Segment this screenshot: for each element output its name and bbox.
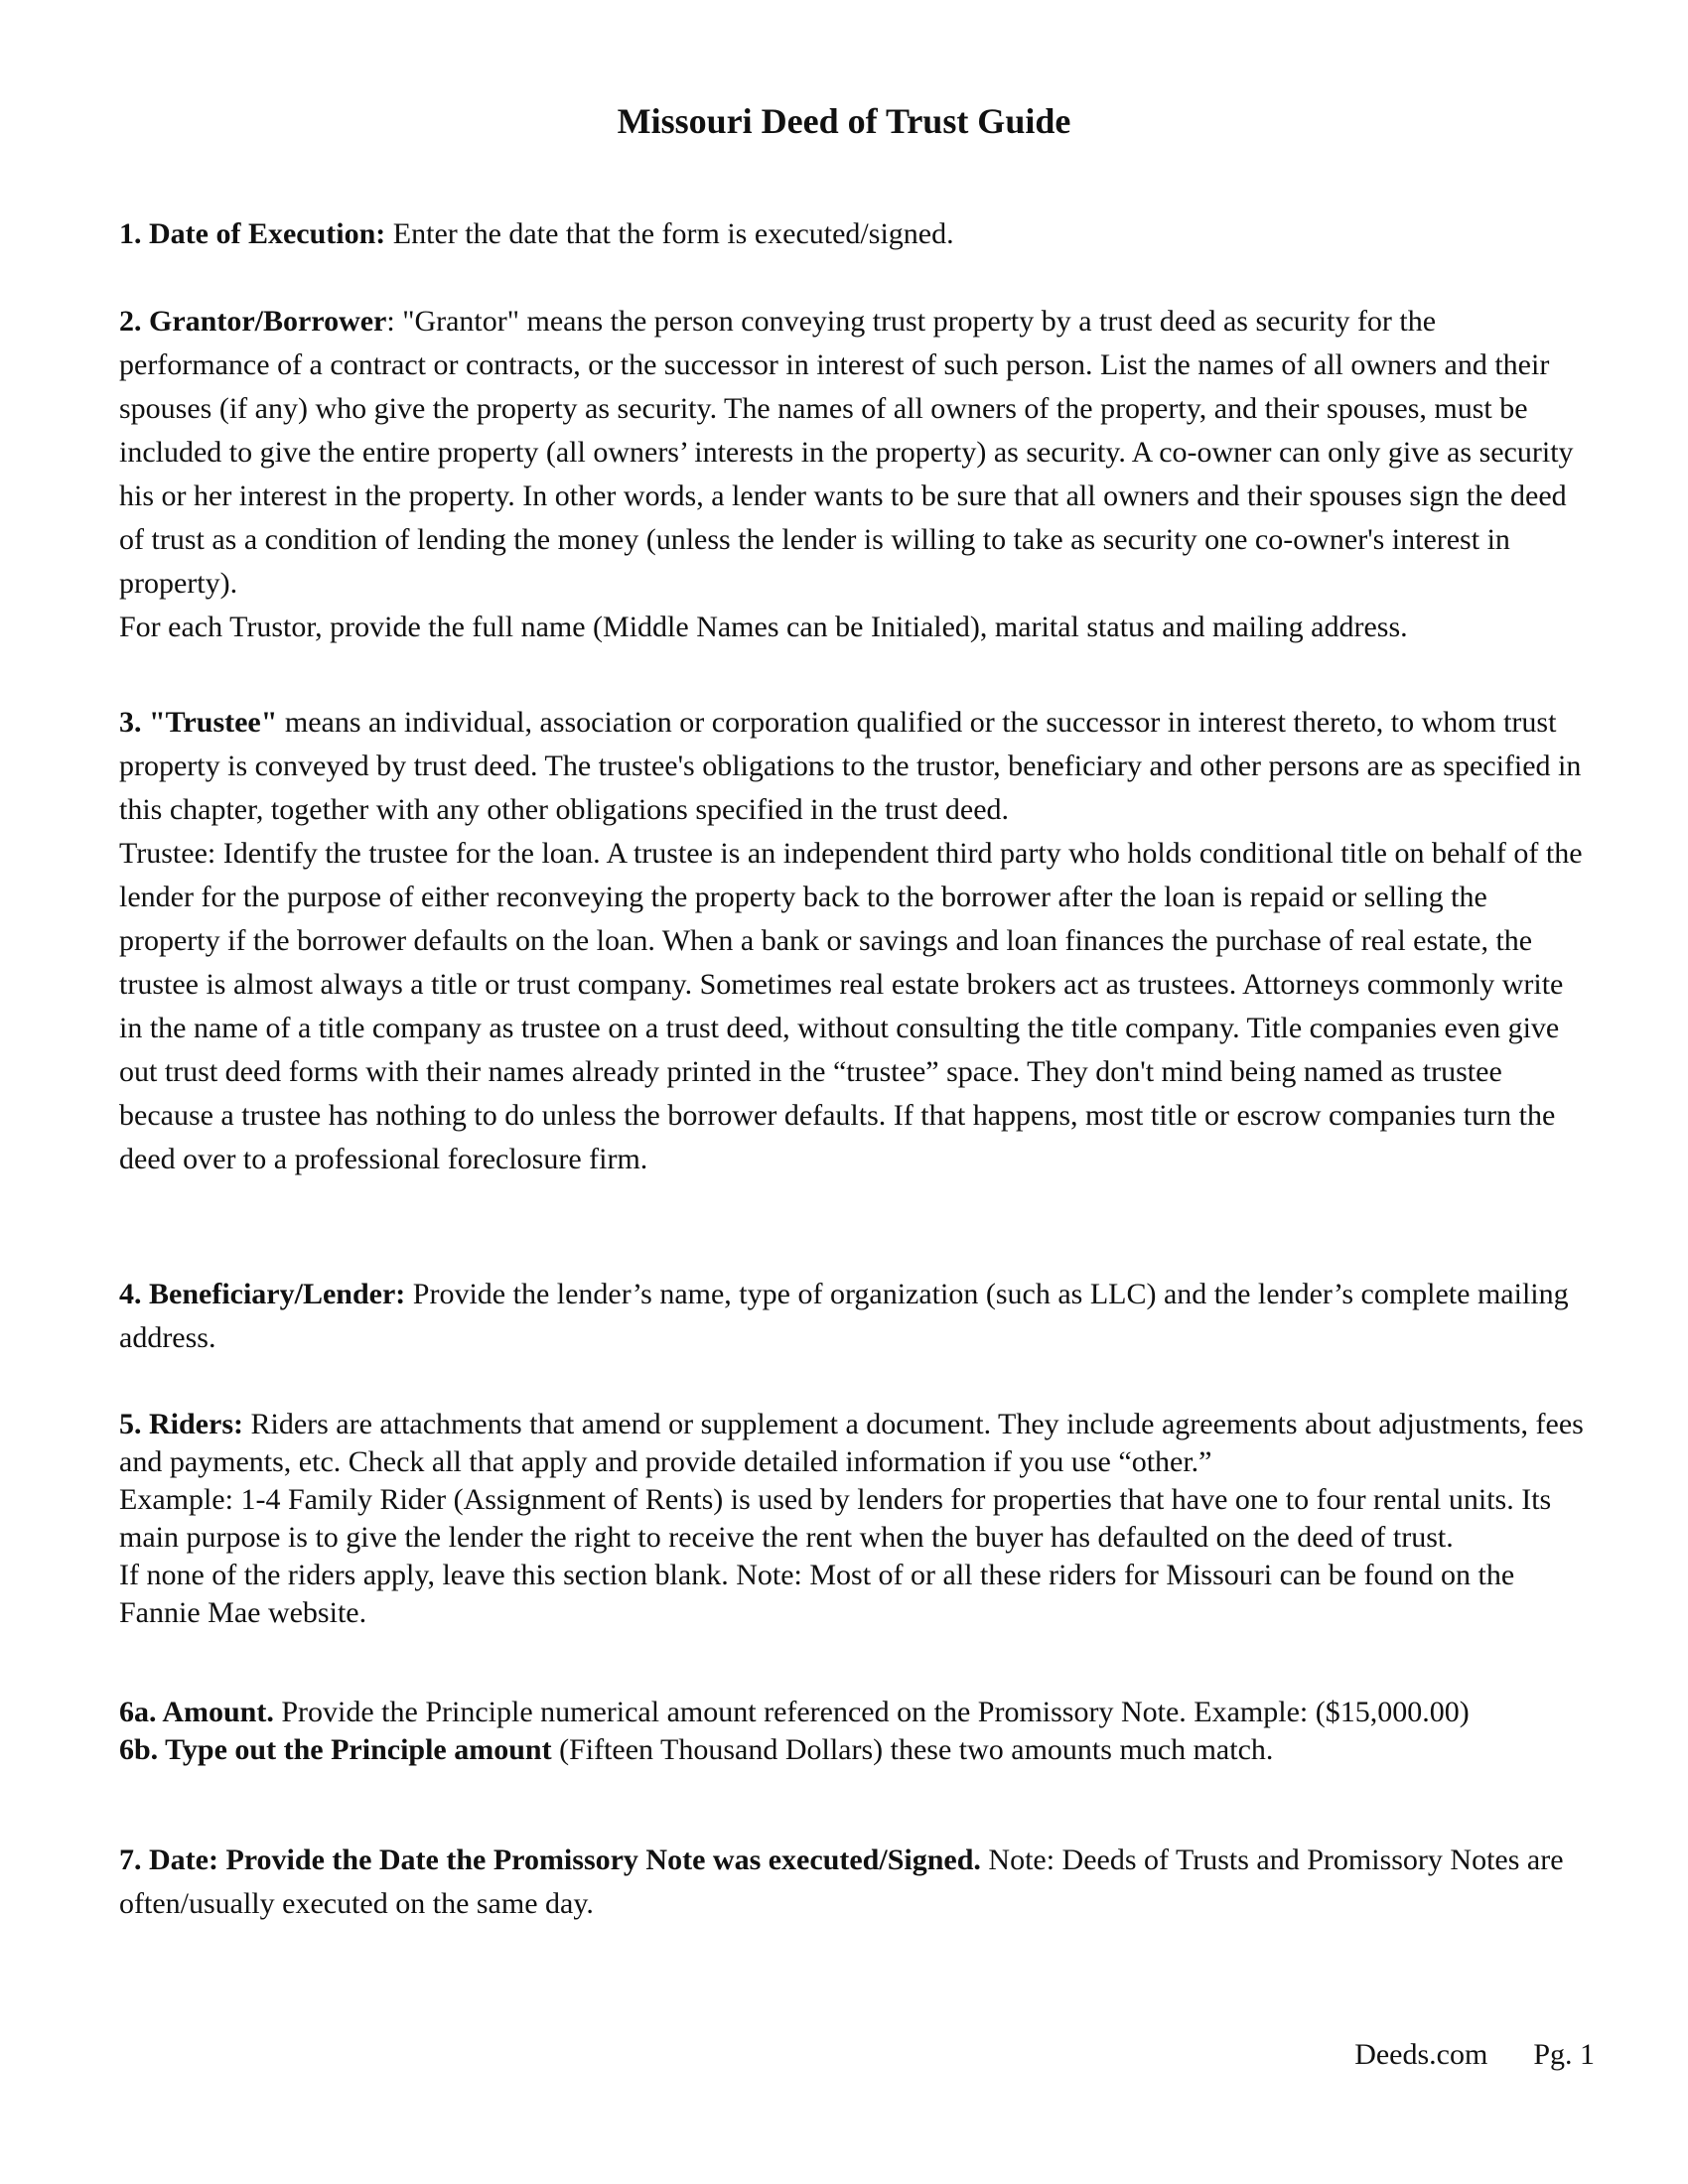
section-2-label: 2. Grantor/Borrower — [119, 305, 387, 338]
section-1-paragraph — [119, 212, 1589, 256]
section-6a-paragraph — [119, 1694, 1589, 1731]
document-title: Missouri Deed of Trust Guide — [617, 101, 1071, 141]
section-4-text: Provide the lender’s name, type of organization (such as LLC) and the lender’s complete mailing address. — [119, 1278, 1569, 1354]
section-5-text: Riders are attachments that amend or supplement a document. They include agreements about adjustments, fees and payments, etc. Check all that apply and provide detailed information if you use “other.” — [119, 1408, 1584, 1478]
section-3-paragraph — [119, 701, 1589, 832]
section-2-text: : "Grantor" means the person conveying trust property by a trust deed as security for the performance of a contract or contracts, or the successor in interest of such person. List the names of all owners and their spouses (if any) who give the property as security. The names of all owners of the property, and their spouses, must be included to give the entire property (all owners’ interests in the property) as security. A co-owner can only give as security his or her interest in the property. In other words, a lender wants to be sure that all owners and their spouses sign the deed of trust as a condition of lending the money (unless the lender is willing to take as security one co-owner's interest in property). — [119, 305, 1574, 600]
section-3-note: Trustee: Identify the trustee for the loan. A trustee is an independent third party who holds conditional title on behalf of the lender for the purpose of either reconveying the property back to the borrower after the loan is repaid or selling the property if the borrower defaults on the loan. When a bank or savings and loan finances the purchase of real estate, the trustee is almost always a title or trust company. Sometimes real estate brokers act as trustees. Attorneys commonly write in the name of a title company as trustee on a trust deed, without consulting the title company. Title companies even give out trust deed forms with their names already printed in the “trustee” space. They don't mind being named as trustee because a trustee has nothing to do unless the borrower defaults. If that happens, most title or escrow companies turn the deed over to a professional foreclosure firm. — [119, 837, 1583, 1175]
section-5-label: 5. Riders: — [119, 1408, 243, 1440]
section-7-label: 7. Date: Provide the Date the Promissory Note was executed/Signed. — [119, 1843, 981, 1876]
section-5-note: If none of the riders apply, leave this section blank. Note: Most of or all these riders for Missouri can be found on the Fannie Mae website. — [119, 1559, 1515, 1629]
section-amount — [119, 1694, 1589, 1769]
section-5-paragraph — [119, 1406, 1589, 1481]
page-footer — [1354, 2035, 1595, 2075]
section-7-paragraph — [119, 1839, 1589, 1926]
section-1-label: 1. Date of Execution: — [119, 217, 386, 250]
section-4-label: 4. Beneficiary/Lender: — [119, 1278, 406, 1310]
section-4-paragraph — [119, 1273, 1589, 1360]
section-date-of-execution — [119, 212, 1589, 256]
footer-page-number: Pg. 1 — [1533, 2038, 1595, 2071]
section-grantor-borrower — [119, 300, 1589, 649]
section-1-text: Enter the date that the form is executed/signed. — [385, 217, 954, 250]
section-2-paragraph — [119, 300, 1589, 606]
footer-site-name: Deeds.com — [1354, 2038, 1488, 2071]
section-6b-text: (Fifteen Thousand Dollars) these two amounts much match. — [551, 1733, 1274, 1766]
section-trustee — [119, 701, 1589, 1181]
section-2-note: For each Trustor, provide the full name (Middle Names can be Initialed), marital status and mailing address. — [119, 611, 1408, 643]
section-3-text: means an individual, association or corporation qualified or the successor in interest thereto, to whom trust property is conveyed by trust deed. The trustee's obligations to the trustor, beneficiary and other persons are as specified in this chapter, together with any other obligations specified in the trust deed. — [119, 706, 1582, 826]
section-3-label: 3. "Trustee" — [119, 706, 278, 739]
section-beneficiary-lender — [119, 1273, 1589, 1360]
section-6b-paragraph — [119, 1731, 1589, 1769]
section-promissory-note-date — [119, 1839, 1589, 1926]
section-6b-label: 6b. Type out the Principle amount — [119, 1733, 552, 1766]
section-6a-text: Provide the Principle numerical amount referenced on the Promissory Note. Example: ($15,000.00) — [273, 1696, 1470, 1728]
section-7-text: Note: Deeds of Trusts and Promissory Notes are often/usually executed on the same day. — [119, 1843, 1564, 1920]
section-5-example: Example: 1-4 Family Rider (Assignment of Rents) is used by lenders for properties that have one to four rental units. Its main purpose is to give the lender the right to receive the rent when the buyer has defaulted on the deed of trust. — [119, 1483, 1552, 1554]
section-6a-label: 6a. Amount. — [119, 1696, 274, 1728]
section-riders — [119, 1406, 1589, 1632]
